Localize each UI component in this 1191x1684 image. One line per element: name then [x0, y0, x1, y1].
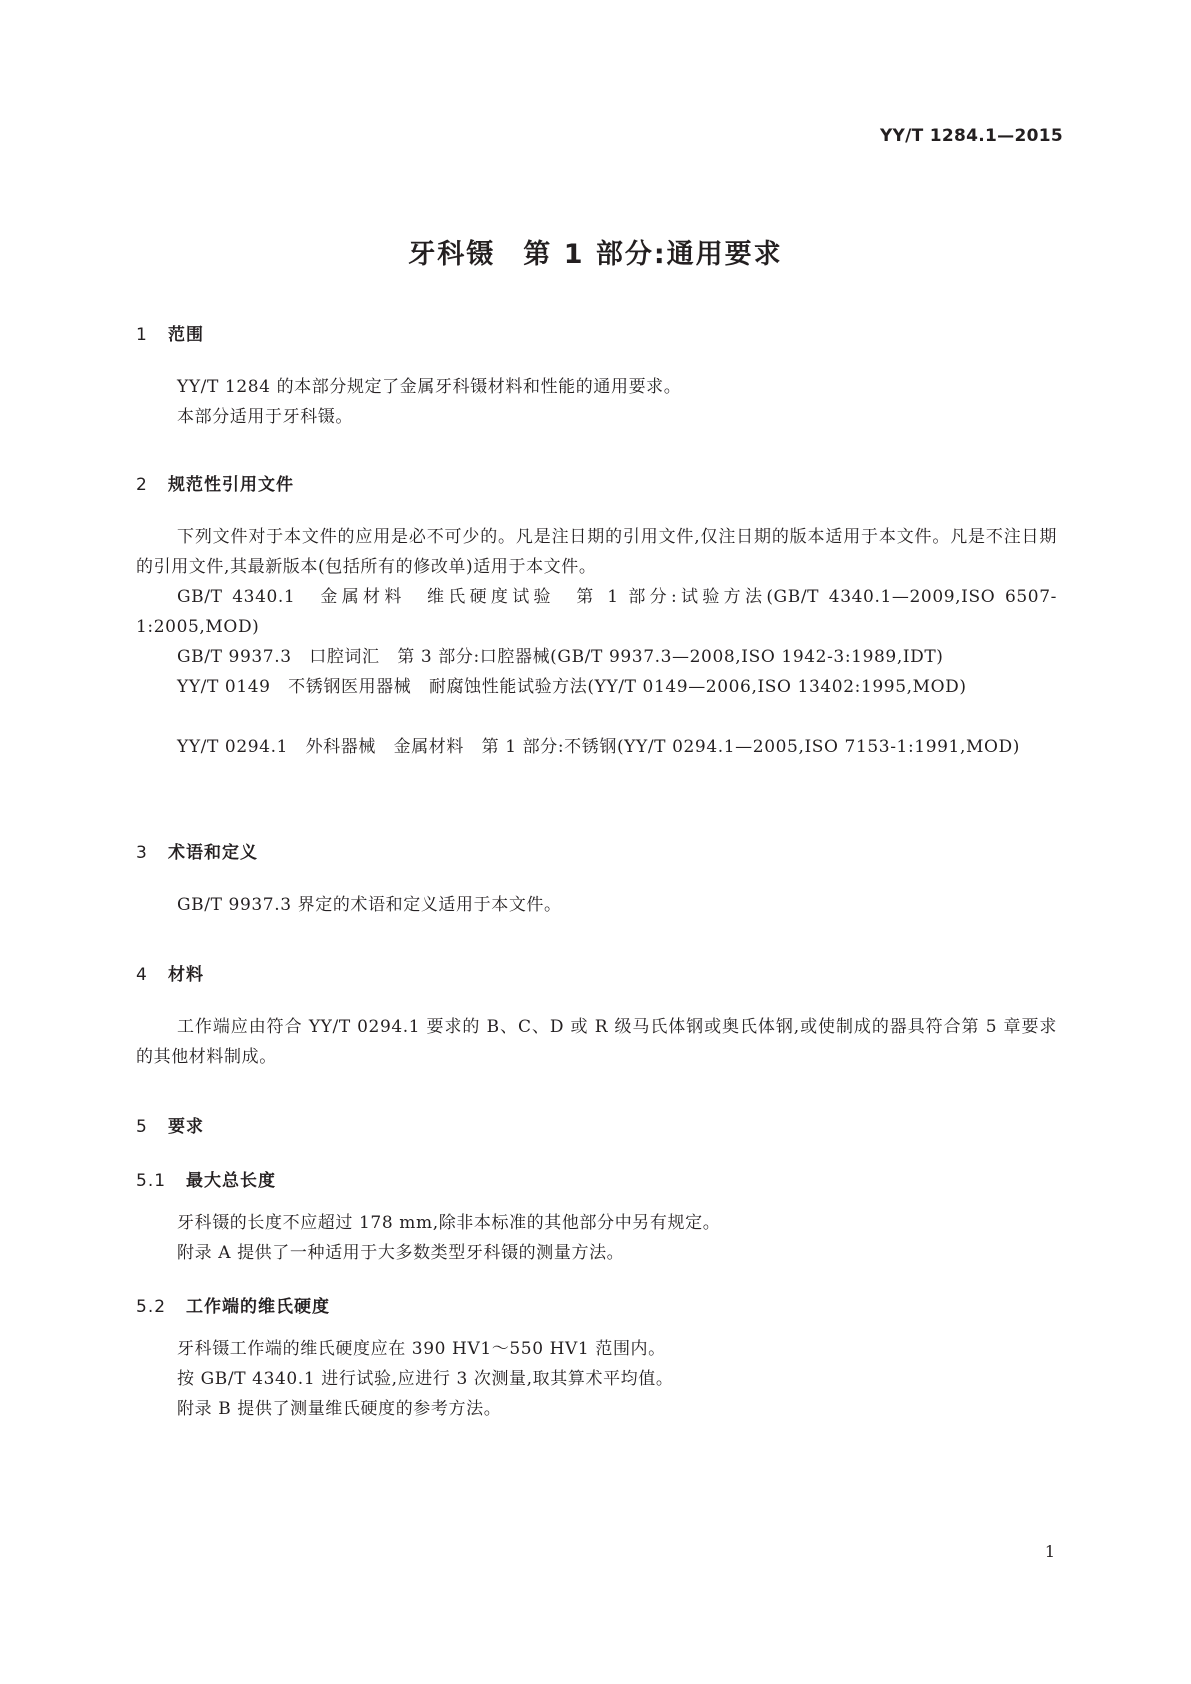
- section-1-paragraph-1: YY/T 1284 的本部分规定了金属牙科镊材料和性能的通用要求。: [177, 377, 682, 397]
- subsection-5-2-paragraph-3: 附录 B 提供了测量维氏硬度的参考方法。: [177, 1399, 502, 1419]
- page-number: 1: [1044, 1542, 1055, 1561]
- subsection-title: 最大总长度: [186, 1171, 276, 1191]
- section-title: 术语和定义: [168, 843, 258, 863]
- section-3-heading: [136, 838, 258, 863]
- section-title: 规范性引用文件: [168, 475, 294, 495]
- subsection-5-2-heading: [136, 1292, 330, 1317]
- document-code: YY/T 1284.1—2015: [879, 126, 1063, 146]
- subsection-5-2-paragraph-1: 牙科镊工作端的维氏硬度应在 390 HV1～550 HV1 范围内。: [177, 1339, 666, 1359]
- normative-reference-1: GB/T 4340.1 金属材料 维氏硬度试验 第 1 部分:试验方法(GB/T 4340.1—2009,ISO 6507-1:2005,MOD): [136, 587, 1057, 637]
- normative-reference-3: YY/T 0149 不锈钢医用器械 耐腐蚀性能试验方法(YY/T 0149—2006,ISO 13402:1995,MOD): [177, 677, 967, 697]
- section-title: 要求: [168, 1117, 204, 1137]
- subsection-5-1-paragraph-2: 附录 A 提供了一种适用于大多数类型牙科镊的测量方法。: [177, 1243, 625, 1263]
- section-2-paragraph-1: 下列文件对于本文件的应用是必不可少的。凡是注日期的引用文件,仅注日期的版本适用于本文件。凡是不注日期的引用文件,其最新版本(包括所有的修改单)适用于本文件。: [136, 527, 1057, 577]
- normative-reference-4: YY/T 0294.1 外科器械 金属材料 第 1 部分:不锈钢(YY/T 0294.1—2005,ISO 7153-1:1991,MOD): [177, 737, 1020, 757]
- section-title: 材料: [168, 965, 204, 985]
- title-main: 牙科镊: [408, 239, 496, 270]
- section-1-paragraph-2: 本部分适用于牙科镊。: [177, 407, 353, 427]
- subsection-5-1-paragraph-1: 牙科镊的长度不应超过 178 mm,除非本标准的其他部分中另有规定。: [177, 1213, 721, 1233]
- section-2-heading: [136, 470, 294, 495]
- section-number: 4: [136, 965, 148, 985]
- section-number: 1: [136, 325, 148, 345]
- section-title: 范围: [168, 325, 204, 345]
- subsection-5-2-paragraph-2: 按 GB/T 4340.1 进行试验,应进行 3 次测量,取其算术平均值。: [177, 1369, 674, 1389]
- section-4-paragraph-1: 工作端应由符合 YY/T 0294.1 要求的 B、C、D 或 R 级马氏体钢或奥氏体钢,或使制成的器具符合第 5 章要求的其他材料制成。: [136, 1017, 1057, 1067]
- section-1-heading: [136, 320, 204, 345]
- section-number: 2: [136, 475, 148, 495]
- subsection-number: 5.2: [136, 1297, 167, 1317]
- section-5-heading: [136, 1112, 204, 1137]
- normative-reference-2: GB/T 9937.3 口腔词汇 第 3 部分:口腔器械(GB/T 9937.3—2008,ISO 1942-3:1989,IDT): [177, 647, 944, 667]
- section-3-paragraph-1: GB/T 9937.3 界定的术语和定义适用于本文件。: [177, 895, 562, 915]
- section-number: 3: [136, 843, 148, 863]
- document-title: [0, 232, 1191, 271]
- section-4-heading: [136, 960, 204, 985]
- subsection-number: 5.1: [136, 1171, 167, 1191]
- subsection-5-1-heading: [136, 1166, 276, 1191]
- subsection-title: 工作端的维氏硬度: [186, 1297, 330, 1317]
- title-sub: 第 1 部分:通用要求: [523, 239, 783, 270]
- section-number: 5: [136, 1117, 148, 1137]
